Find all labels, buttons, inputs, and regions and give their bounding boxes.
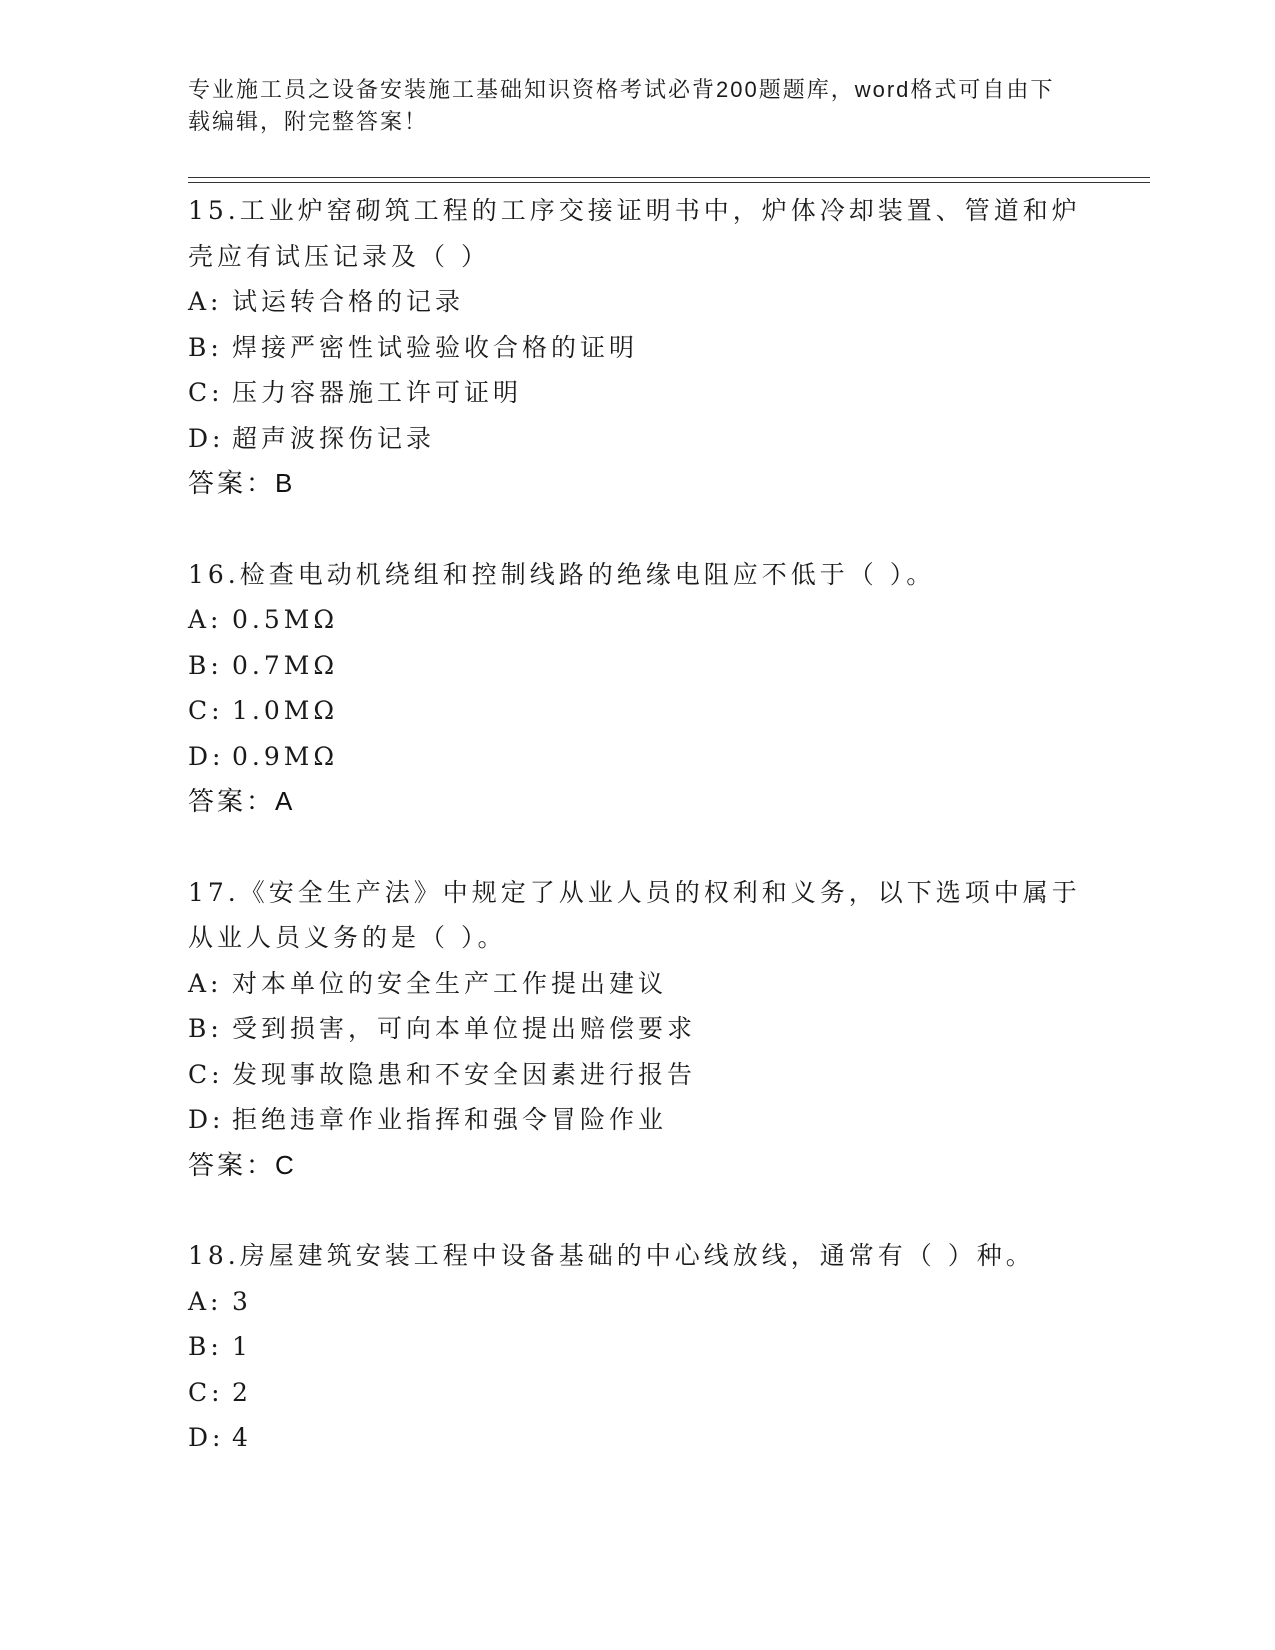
question-stem: 16.检查电动机绕组和控制线路的绝缘电阻应不低于（ ）。 bbox=[188, 559, 936, 589]
option-text: 4 bbox=[232, 1423, 252, 1452]
option-c bbox=[188, 1052, 1108, 1098]
option-b bbox=[188, 325, 1108, 371]
option-a bbox=[188, 279, 1108, 325]
header-divider-bottom bbox=[188, 182, 1150, 183]
header-divider-top bbox=[188, 177, 1150, 178]
question-list bbox=[188, 188, 1108, 1506]
question-stem: 18.房屋建筑安装工程中设备基础的中心线放线，通常有（ ）种。 bbox=[188, 1241, 1035, 1270]
option-text: 拒绝违章作业指挥和强令冒险作业 bbox=[232, 1105, 668, 1134]
question-16 bbox=[188, 552, 1108, 825]
option-text: 0.7MΩ bbox=[232, 650, 339, 680]
option-d bbox=[188, 1415, 1108, 1461]
option-c bbox=[188, 688, 1108, 734]
option-letter: A: bbox=[188, 1286, 223, 1316]
option-letter: B: bbox=[188, 1014, 223, 1043]
question-18 bbox=[188, 1233, 1108, 1461]
question-stem: 17.《安全生产法》中规定了从业人员的权利和义务，以下选项中属于从业人员义务的是（ ）。 bbox=[188, 877, 1081, 952]
option-letter: A: bbox=[188, 968, 223, 998]
option-letter: A: bbox=[188, 287, 223, 316]
option-text: 对本单位的安全生产工作提出建议 bbox=[232, 968, 668, 998]
answer-line: 答案：C bbox=[188, 1149, 297, 1180]
option-text: 压力容器施工许可证明 bbox=[232, 378, 523, 407]
option-a bbox=[188, 597, 1108, 643]
option-text: 0.9MΩ bbox=[232, 741, 339, 771]
option-letter: A: bbox=[188, 605, 223, 634]
question-15 bbox=[188, 188, 1108, 507]
option-letter: D: bbox=[188, 1423, 225, 1452]
option-letter: B: bbox=[188, 332, 223, 362]
question-17 bbox=[188, 870, 1108, 1189]
option-b bbox=[188, 1006, 1108, 1052]
option-a bbox=[188, 1279, 1108, 1325]
option-letter: D: bbox=[188, 423, 225, 453]
option-letter: C: bbox=[188, 1377, 224, 1407]
option-letter: B: bbox=[188, 1332, 223, 1361]
option-text: 焊接严密性试验验收合格的证明 bbox=[232, 332, 639, 362]
option-letter: D: bbox=[188, 1105, 225, 1134]
answer-line: 答案：B bbox=[188, 468, 296, 498]
option-text: 3 bbox=[232, 1286, 252, 1316]
option-b bbox=[188, 1324, 1108, 1370]
option-b bbox=[188, 643, 1108, 689]
option-text: 1 bbox=[232, 1332, 252, 1361]
option-letter: D: bbox=[188, 741, 225, 771]
option-d bbox=[188, 416, 1108, 462]
option-text: 2 bbox=[232, 1377, 252, 1407]
document-header: 专业施工员之设备安装施工基础知识资格考试必背200题题库，word格式可自由下载编辑，附完整答案！ bbox=[188, 77, 1055, 134]
option-text: 超声波探伤记录 bbox=[232, 423, 436, 453]
option-c bbox=[188, 1370, 1108, 1416]
option-letter: B: bbox=[188, 650, 223, 680]
option-c bbox=[188, 370, 1108, 416]
option-letter: C: bbox=[188, 378, 224, 407]
option-text: 试运转合格的记录 bbox=[232, 287, 465, 316]
option-letter: C: bbox=[188, 696, 224, 725]
answer-line: 答案：A bbox=[188, 786, 296, 816]
option-text: 0.5MΩ bbox=[232, 605, 339, 634]
option-d bbox=[188, 734, 1108, 780]
option-text: 1.0MΩ bbox=[232, 696, 339, 725]
option-a bbox=[188, 961, 1108, 1007]
option-letter: C: bbox=[188, 1059, 224, 1089]
option-text: 受到损害，可向本单位提出赔偿要求 bbox=[232, 1014, 697, 1043]
question-stem: 15.工业炉窑砌筑工程的工序交接证明书中，炉体冷却装置、管道和炉壳应有试压记录及（ ） bbox=[188, 196, 1081, 271]
option-d bbox=[188, 1097, 1108, 1143]
option-text: 发现事故隐患和不安全因素进行报告 bbox=[232, 1059, 697, 1089]
